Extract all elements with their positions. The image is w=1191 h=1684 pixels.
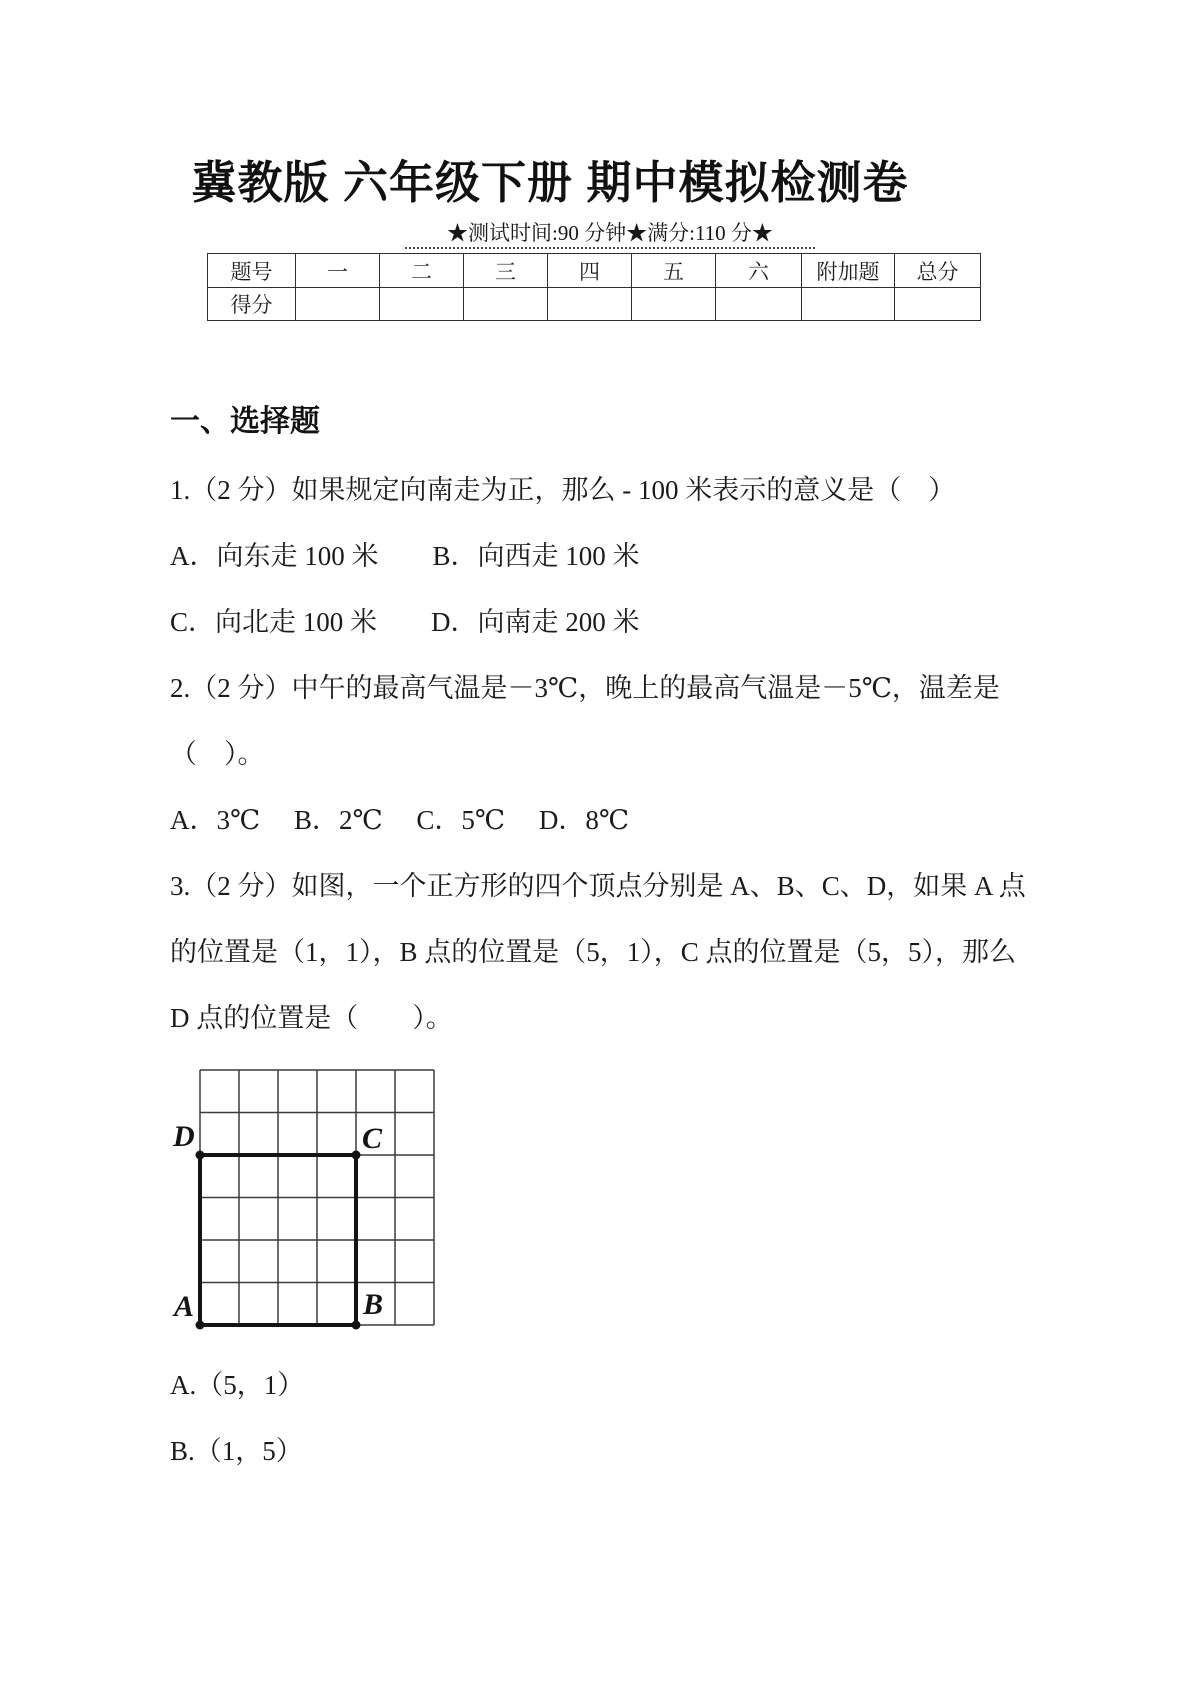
- page-title: 冀教版 六年级下册 期中模拟检测卷: [191, 157, 909, 208]
- question-1-text: 1.（2 分）如果规定向南走为正，那么 - 100 米表示的意义是（ ）: [170, 475, 956, 505]
- score-cell: [716, 288, 802, 321]
- question-2-text-line1: 2.（2 分）中午的最高气温是－3℃，晚上的最高气温是－5℃，温差是: [170, 673, 1000, 703]
- score-table-header-cell: 五: [632, 254, 716, 288]
- score-table-header-row: [208, 254, 981, 288]
- score-table-header-cell: 题号: [208, 254, 296, 288]
- vertex-label-c: C: [362, 1122, 383, 1155]
- score-row-label: 得分: [208, 288, 296, 321]
- score-table-header-cell: 六: [716, 254, 802, 288]
- score-cell: [296, 288, 380, 321]
- score-cell: [632, 288, 716, 321]
- score-table-header-cell: 附加题: [802, 254, 895, 288]
- question-2-text-line2: （ ）。: [170, 739, 265, 769]
- grid-drawing: [200, 1070, 434, 1325]
- section-heading-multiple-choice: 一、选择题: [170, 405, 320, 438]
- score-cell: [895, 288, 981, 321]
- score-cell: [380, 288, 464, 321]
- question-3-text-line3: D 点的位置是（ ）。: [170, 1003, 453, 1033]
- question-2-options: A．3℃ B．2℃ C．5℃ D．8℃: [170, 805, 630, 835]
- vertex-dot-c: [352, 1151, 361, 1160]
- score-table-header-cell: 三: [464, 254, 548, 288]
- score-table-score-row: [208, 288, 981, 321]
- questions-area: [170, 457, 1030, 1484]
- vertex-dot-b: [352, 1321, 361, 1330]
- grid-lines: [200, 1070, 434, 1325]
- question-3-text-line1: 3.（2 分）如图，一个正方形的四个顶点分别是 A、B、C、D，如果 A 点: [170, 871, 1026, 901]
- score-cell: [548, 288, 632, 321]
- score-table: [207, 253, 981, 321]
- question-3-text-line2: 的位置是（1，1），B 点的位置是（5，1），C 点的位置是（5，5），那么: [170, 937, 1017, 967]
- score-table-header-cell: 一: [296, 254, 380, 288]
- question-3-option-b: B.（1，5）: [170, 1436, 303, 1466]
- question-1-options-ab: A．向东走 100 米 B．向西走 100 米: [170, 541, 640, 571]
- vertex-label-a: A: [174, 1290, 195, 1323]
- vertex-label-b: B: [363, 1288, 384, 1321]
- exam-info-line: ★测试时间:90 分钟★满分:110 分★: [405, 221, 815, 249]
- score-cell: [464, 288, 548, 321]
- question-3-option-a: A.（5，1）: [170, 1370, 305, 1400]
- score-cell: [802, 288, 895, 321]
- score-table-header-cell: 二: [380, 254, 464, 288]
- question-1-options-cd: C．向北走 100 米 D．向南走 200 米: [170, 607, 640, 637]
- vertex-dot-d: [196, 1151, 205, 1160]
- vertex-label-d: D: [173, 1120, 195, 1153]
- score-table-header-cell: 四: [548, 254, 632, 288]
- score-table-header-cell: 总分: [895, 254, 981, 288]
- square-grid-figure: [173, 1070, 434, 1325]
- vertex-dot-a: [196, 1321, 205, 1330]
